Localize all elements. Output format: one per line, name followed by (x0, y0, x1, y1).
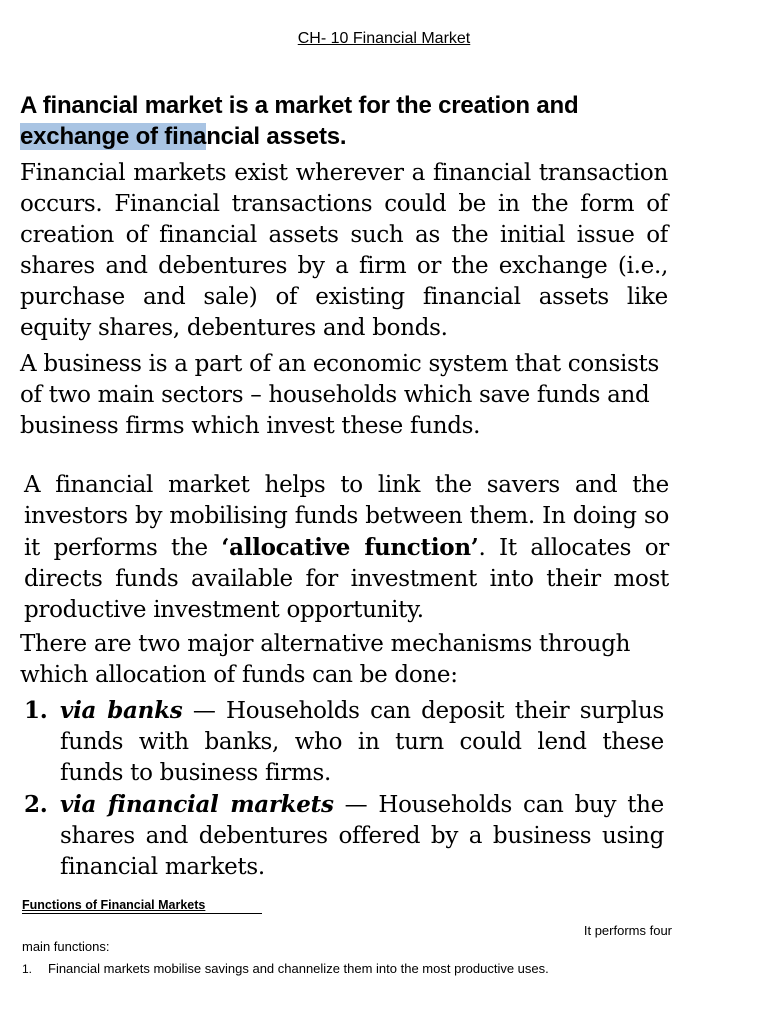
mechanism-text-financial-markets: — Households can buy the shares and debentures offered by a business using financial markets. (60, 792, 664, 880)
functions-intro-right: It performs four (583, 923, 672, 938)
heading-part1: A financial market is a market for the creation and (20, 92, 579, 119)
list-item-number: 1. (24, 697, 48, 724)
function-item (22, 961, 742, 976)
mechanism-term-financial-markets: via financial markets (60, 791, 334, 818)
function-item-number: 1. (22, 962, 33, 976)
function-item-text: Financial markets mobilise savings and channelize them into the most productive uses. (48, 961, 549, 976)
paragraph-two-mechanisms: There are two major alternative mechanisms through which allocation of funds can be done: (20, 631, 631, 688)
mechanisms-list (24, 695, 664, 883)
list-item-via-financial-markets (24, 789, 664, 883)
mechanism-term-banks: via banks (60, 697, 183, 724)
functions-intro-left: main functions: (22, 939, 110, 954)
para3-before: A financial market helps to link the savers and the investors by mobilising funds between them. In doing so it performs the (24, 472, 669, 561)
heading-highlighted-text[interactable]: exchange of fina (20, 123, 207, 150)
paragraph-allocative-function (24, 470, 669, 626)
definition-heading (20, 90, 670, 152)
para3-after: . It allocates or directs funds available for investment into their most productive investment opportunity. (24, 535, 669, 623)
list-item-via-banks (24, 695, 664, 789)
chapter-title: CH- 10 Financial Market (297, 30, 471, 47)
mechanism-text-banks: — Households can deposit their surplus funds with banks, who in turn could lend these funds to business firms. (60, 698, 664, 786)
paragraph-financial-markets-exist: Financial markets exist wherever a financial transaction occurs. Financial transactions could be in the form of creation of financial assets such as the initial issue of shares and debentures by a firm or the exchange (i.e., purchase and sale) of existing financial assets like equity shares, debentures and bonds. (20, 160, 668, 341)
allocative-function-term: ‘allocative function’ (221, 534, 479, 561)
paragraph-economic-system: A business is a part of an economic system that consists of two main sectors – households which save funds and business firms which invest these funds. (20, 351, 659, 439)
heading-part2: ncial assets. (206, 123, 347, 150)
list-item-number: 2. (24, 791, 48, 818)
functions-section-title: Functions of Financial Markets (22, 898, 262, 914)
